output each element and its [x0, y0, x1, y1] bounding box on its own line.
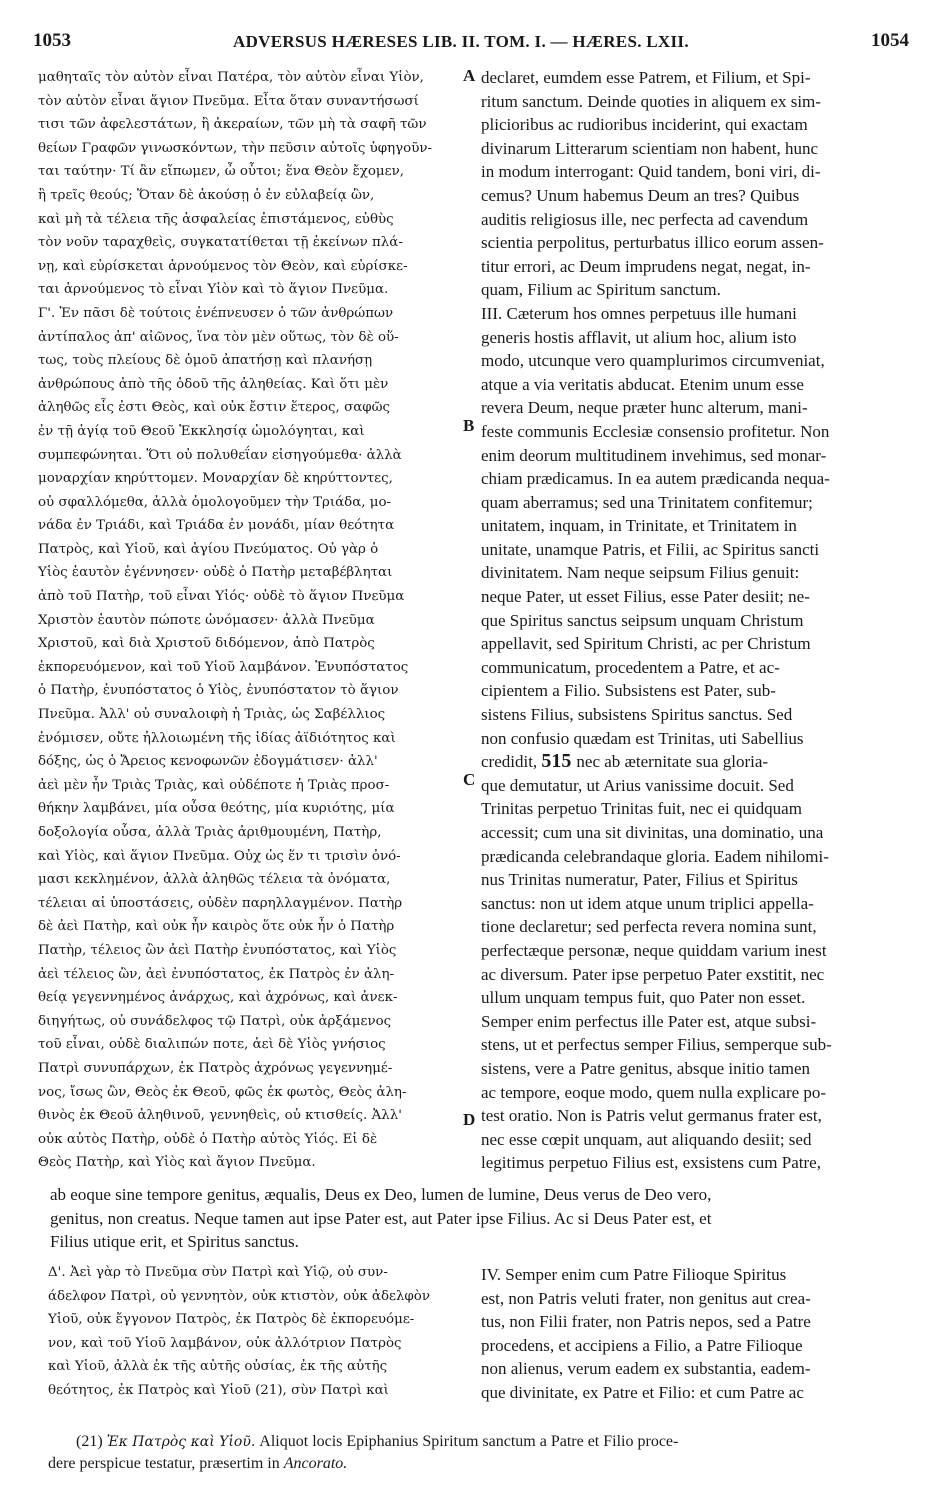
text-line: unitatem, inquam, in Trinitate, et Trinitatem in	[481, 516, 797, 536]
margin-letter-d: D	[463, 1110, 476, 1129]
text-line: Χριστὸν ἑαυτὸν πώποτε ὠνόμασεν· ἀλλὰ Πνεῦμα	[38, 612, 375, 628]
text-line: θήκην λαμβάνει, μία οὖσα θεότης, μία κυριότης, μία	[38, 801, 395, 817]
text-line: άδελφον Πατρὶ, οὐ γεννητὸν, οὐκ κτιστὸν, οὐκ ἀδελφὸν	[48, 1288, 431, 1304]
text-line: τὸν αὐτὸν εἶναι ἅγιον Πνεῦμα. Εἶτα ὅταν συναντήσωσί	[38, 93, 419, 109]
text-line: appellavit, sed Spiritum Christi, ac per Christum	[481, 634, 811, 654]
text-line: feste communis Ecclesiæ consensio profitetur. Non	[481, 421, 830, 441]
text-line: nec esse cœpit unquam, aut aliquando desiit; sed	[481, 1129, 812, 1149]
text-line: νῃ, καὶ εὑρίσκεται ἀρνούμενος τὸν Θεὸν, καὶ εὑρίσκε-	[38, 258, 408, 274]
text-line: μοναρχίαν κηρύττομεν. Μοναρχίαν δὲ κηρύττοντες,	[38, 471, 393, 487]
text-line: καὶ Υἱοῦ, ἀλλὰ ἐκ τῆς αὐτῆς οὐσίας, ἐκ τῆς αὐτῆς	[48, 1359, 388, 1375]
text-line: chiam prædicamus. In ea autem prædicanda nequa-	[481, 469, 830, 489]
text-line: in modum interrogant: Quid tandem, boni viri, di-	[481, 162, 821, 182]
text-line: ἀνθρώπους ἀπὸ τῆς ὁδοῦ τῆς ἀληθείας. Καὶ ὅτι μὲν	[38, 376, 389, 392]
text-line: cipientem a Filio. Subsistens est Pater, sub-	[481, 681, 776, 701]
text-line: ἐν τῇ ἁγίᾳ τοῦ Θεοῦ Ἐκκλησίᾳ ὡμολόγηται, καὶ	[38, 423, 365, 439]
text-line: tione declaretur; sed perfecta revera nomina sunt,	[481, 917, 817, 937]
text-line: plicioribus ac rudioribus inciderint, qui exactam	[481, 115, 808, 135]
text-line: ἢ τρεῖς θεούς; Ὅταν δὲ ἀκούσῃ ὁ ἐν εὐλαβείᾳ ὢν,	[38, 187, 375, 203]
text-line: τοῦ εἶναι, οὐδὲ διαλιπών ποτε, ἀεὶ δὲ Υἱὸς γνήσιος	[38, 1037, 386, 1053]
text-line: θεότητος, ἐκ Πατρὸς καὶ Υἱοῦ (21), σὺν Πατρὶ καὶ	[48, 1382, 389, 1398]
text-line: que Spiritus sanctus seipsum unquam Christum	[481, 610, 804, 630]
text-line: nus Trinitas numeratur, Pater, Filius et Spiritus	[481, 870, 798, 890]
text-line: θείων Γραφῶν γινωσκόντων, τὴν πεῦσιν αὐτοῖς ὑφηγοῦν-	[38, 140, 433, 156]
text-line: Θεὸς Πατὴρ, καὶ Υἱὸς καὶ ἅγιον Πνεῦμα.	[38, 1155, 316, 1171]
footnote-line-2	[48, 1453, 908, 1474]
text-line: quam, Filium ac Spiritum sanctum.	[481, 280, 721, 300]
margin-letter-c: C	[463, 770, 476, 789]
footnote	[48, 1431, 908, 1474]
text-line: modo, utcunque vero quamplurimos circumveniat,	[481, 351, 825, 371]
text-line: τισι τῶν ἀφελεστάτων, ἢ ἀκεραίων, τῶν μὴ τὰ σαφῆ τῶν	[38, 117, 427, 133]
text-line: Semper enim perfectus ille Pater est, atque subsi-	[481, 1011, 817, 1031]
text-line: que divinitate, ex Patre et Filio: et cum Patre ac	[481, 1382, 804, 1402]
footnote-text-2: dere perspicue testatur, præsertim in	[48, 1455, 280, 1472]
text-line: Χριστοῦ, καὶ διὰ Χριστοῦ διδόμενον, ἀπὸ Πατρὸς	[38, 636, 375, 652]
text-line: non confusio quædam est Trinitas, uti Sabellius	[481, 728, 804, 748]
text-line: θινὸς ἐκ Θεοῦ ἀληθινοῦ, γεννηθεὶς, οὐ κτισθείς. Ἀλλ'	[38, 1108, 402, 1124]
text-line: Πατρὸς, καὶ Υἱοῦ, καὶ ἁγίου Πνεύματος. Οὐ γὰρ ὁ	[38, 541, 379, 557]
text-line: unitate, unamque Patris, et Filii, ac Spiritus sancti	[481, 539, 820, 559]
text-line: ἐνόμισεν, οὔτε ἠλλοιωμένη τῆς ἰδίας ἀϊδιότητος καὶ	[38, 730, 396, 746]
text-line: ritum sanctum. Deinde quoties in aliquem ex sim-	[481, 91, 821, 111]
text-line: generis hostis afflavit, ut alium hoc, alium isto	[481, 327, 797, 347]
text-line: genitus, non creatus. Neque tamen aut ipse Pater est, aut Pater ipse Filius. Ac si Deus Pater est, et	[50, 1208, 712, 1228]
footnote-source: Ancorato.	[283, 1455, 348, 1472]
text-line: ac diversum. Pater ipse perpetuo Pater exstitit, nec	[481, 964, 825, 984]
text-line: Υἱὸς ἑαυτὸν ἐγέννησεν· οὐδὲ ὁ Πατὴρ μεταβέβληται	[38, 565, 393, 581]
text-line: καὶ μὴ τὰ τέλεια τῆς ἀσφαλείας ἐπιστάμενος, εὐθὺς	[38, 211, 394, 227]
latin-column-bottom	[481, 1263, 901, 1405]
text-line: communicatum, procedentem a Patre, et ac-	[481, 657, 780, 677]
text-line: atque a via veritatis abducat. Etenim unum esse	[481, 374, 804, 394]
text-line: sistens Filius, subsistens Spiritus sanctus. Sed	[481, 705, 793, 725]
text-fragment: credidit,	[481, 752, 538, 772]
text-line: sanctus: non ut idem atque unum triplici appella-	[481, 893, 814, 913]
margin-letter-b: B	[463, 416, 475, 435]
text-line: non alienus, verum eadem ex substantia, eadem-	[481, 1359, 811, 1379]
text-line: ἀεὶ τέλειος ὢν, ἀεὶ ἐνυπόστατος, ἐκ Πατρὸς ἐν ἀλη-	[38, 966, 395, 982]
text-line: quam aberramus; sed una Trinitatem confitemur;	[481, 492, 813, 512]
text-line: divinitatem. Nam neque seipsum Filius genuit:	[481, 563, 800, 583]
text-line: scientia perpolitus, perturbatus illico eorum assen-	[481, 233, 824, 253]
text-line: tus, non Filii frater, non Patris nepos, sed a Patre	[481, 1312, 811, 1332]
text-line: stens, ut et perfectus semper Filius, semperque sub-	[481, 1035, 832, 1055]
text-line	[481, 750, 768, 774]
greek-column-bottom	[48, 1261, 473, 1403]
footnote-number: (21)	[76, 1433, 103, 1450]
text-line: ἀεὶ μὲν ἦν Τριὰς Τριὰς, καὶ οὐδέποτε ἡ Τριὰς προσ-	[38, 777, 390, 793]
text-line: divinarum Litterarum scientiam non habent, hunc	[481, 138, 819, 158]
text-line: Γ'. Ἐν πᾶσι δὲ τούτοις ἐνέπνευσεν ὁ τῶν ἀνθρώπων	[38, 305, 394, 321]
text-line: συμπεφώνηται. Ὅτι οὐ πολυθεΐαν εἰσηγούμεθα· ἀλλὰ	[38, 447, 402, 463]
text-line: accessit; cum una sit divinitas, una dominatio, una	[481, 823, 824, 842]
text-line: Πνεῦμα. Ἀλλ' οὐ συναλοιφὴ ἡ Τριὰς, ὡς Σαβέλλιος	[38, 707, 386, 723]
text-line: ἀντίπαλος ἀπ' αἰῶνος, ἵνα τὸν μὲν οὕτως, τὸν δὲ οὕ-	[38, 329, 399, 345]
text-line: μασι κεκλημένον, ἀλλὰ ἀληθῶς τέλεια τὰ ὀνόματα,	[38, 872, 391, 888]
text-line: ac tempore, eoque modo, quem nulla explicare po-	[481, 1082, 827, 1102]
full-width-paragraph	[50, 1183, 902, 1254]
text-line: test oratio. Non is Patris velut germanus frater est,	[481, 1106, 822, 1126]
text-line: τέλειαι αἱ ὑποστάσεις, οὐδὲν παρηλλαγμένον. Πατὴρ	[38, 895, 403, 911]
text-fragment: nec ab æternitate sua gloria-	[576, 752, 769, 772]
text-line: Πατρὶ συνυπάρχων, ἐκ Πατρὸς ἀχρόνως γεγεννημέ-	[38, 1060, 393, 1076]
text-line: Πατὴρ, τέλειος ὢν ἀεὶ Πατὴρ ἐνυπόστατος, καὶ Υἱὸς	[38, 942, 397, 958]
text-line: que demutatur, ut Arius vanissime docuit. Sed	[481, 775, 794, 795]
page-header	[33, 30, 909, 60]
text-line: neque Pater, ut esset Filius, esse Pater desiit; ne-	[481, 587, 810, 607]
text-line: μαθηταῖς τὸν αὐτὸν εἶναι Πατέρα, τὸν αὐτὸν εἶναι Υἱὸν,	[38, 70, 424, 85]
text-line: auditis religiosus ille, nec perfecta ad cavendum	[481, 209, 809, 229]
text-line: enim deorum multitudinem invehimus, sed monar-	[481, 445, 827, 465]
text-line: ὁ Πατὴρ, ἐνυπόστατος ὁ Υἱὸς, ἐνυπόστατον τὸ ἅγιον	[38, 683, 399, 699]
text-line: ullum unquam tempus fuit, quo Pater non esset.	[481, 988, 806, 1008]
running-title: ADVERSUS HÆRESES LIB. II. TOM. I. — HÆRES. LXII.	[233, 32, 689, 51]
text-line: ἀληθῶς εἷς ἐστι Θεὸς, καὶ οὐκ ἔστιν ἕτερος, σαφῶς	[38, 400, 391, 416]
text-line: οὐκ αὐτὸς Πατὴρ, οὐδὲ ὁ Πατὴρ αὐτὸς Υἱός. Εἰ δὲ	[38, 1131, 378, 1147]
text-line: ἀπὸ τοῦ Πατὴρ, τοῦ εἶναι Υἱός· οὐδὲ τὸ ἅγιον Πνεῦμα	[38, 589, 405, 605]
text-line: legitimus perpetuo Filius est, exsistens cum Patre,	[481, 1153, 821, 1173]
text-line: Filius utique erit, et Spiritus sanctus.	[50, 1232, 299, 1251]
text-line: sistens, vere a Patre genitus, absque initio tamen	[481, 1058, 811, 1078]
text-line: δοξολογία οὖσα, ἀλλὰ Τριὰς ἀριθμουμένη, Πατὴρ,	[38, 825, 382, 840]
footnote-line-1	[48, 1431, 908, 1453]
text-line: III. Cæterum hos omnes perpetuus ille humani	[481, 303, 797, 323]
text-line: prædicanda celebrandaque gloria. Eadem nihilomi-	[481, 846, 829, 866]
text-line: ται ἀρνούμενος τὸ εἶναι Υἱὸν καὶ τὸ ἅγιον Πνεῦμα.	[38, 282, 389, 298]
edition-page-number: 515	[541, 750, 577, 773]
text-line: IV. Semper enim cum Patre Filioque Spiritus	[481, 1265, 787, 1284]
text-line: διηγήτως, οὐ συνάδελφος τῷ Πατρὶ, οὐκ ἀρξάμενος	[38, 1013, 392, 1029]
text-line: ab eoque sine tempore genitus, æqualis, Deus ex Deo, lumen de lumine, Deus verus de Deo vero,	[50, 1185, 712, 1204]
text-line: νον, καὶ τοῦ Υἱοῦ λαμβάνον, οὐκ ἀλλότριον Πατρὸς	[48, 1335, 402, 1351]
text-line: δόξης, ὡς ὁ Ἄρειος κενοφωνῶν ἐδογμάτισεν· ἀλλ'	[38, 754, 378, 770]
text-line: ται ταύτην· Τί ἂν εἴπωμεν, ὦ οὗτοι; ἕνα Θεὸν ἔχομεν,	[38, 164, 404, 180]
text-line: procedens, et accipiens a Filio, a Patre Filioque	[481, 1335, 803, 1355]
footnote-text-1: Aliquot locis Epiphanius Spiritum sanctum a Patre et Filio proce-	[259, 1433, 679, 1450]
text-line: νάδα ἐν Τριάδι, καὶ Τριάδα ἐν μονάδι, μίαν θεότητα	[38, 518, 395, 534]
text-line: est, non Patris veluti frater, non genitus aut crea-	[481, 1288, 811, 1308]
latin-column-top	[481, 66, 901, 1175]
text-line: ἐκπορευόμενον, καὶ τοῦ Υἱοῦ λαμβάνον. Ἐνυπόστατος	[38, 659, 409, 675]
text-line: titur errori, ac Deum imprudens negat, negat, in-	[481, 256, 811, 276]
text-line: δὲ ἀεὶ Πατὴρ, καὶ οὐκ ἦν καιρὸς ὅτε οὐκ ἦν ὁ Πατὴρ	[38, 919, 395, 935]
text-line: Δ'. Ἀεὶ γὰρ τὸ Πνεῦμα σὺν Πατρὶ καὶ Υἱῷ, οὐ συν-	[48, 1265, 388, 1280]
text-line: θείᾳ γεγεννημένος ἀνάρχως, καὶ ἀχρόνως, καὶ ἀνεκ-	[38, 990, 398, 1006]
text-line: τὸν νοῦν ταραχθεὶς, συγκατατίθεται τῇ ἐκείνων πλά-	[38, 235, 403, 251]
text-line: cemus? Unum habemus Deum an tres? Quibus	[481, 185, 800, 205]
text-line: νος, ἴσως ὢν, Θεὸς ἐκ Θεοῦ, φῶς ἐκ φωτὸς, Θεὸς ἀλη-	[38, 1084, 407, 1100]
page-number-left: 1053	[33, 30, 71, 51]
text-line: Trinitas perpetuo Trinitas fuit, nec ei quidquam	[481, 799, 802, 819]
text-line: οὐ σφαλλόμεθα, ἀλλὰ ὁμολογοῦμεν τὴν Τριάδα, μο-	[38, 494, 392, 510]
margin-letter-a: A	[463, 66, 476, 85]
text-line: Υἱοῦ, οὐκ ἔγγονον Πατρὸς, ἐκ Πατρὸς δὲ ἐκπορευόμε-	[48, 1312, 415, 1328]
text-line: declaret, eumdem esse Patrem, et Filium, et Spi-	[481, 68, 811, 87]
text-line: τως, τοὺς πλείους δὲ ὁμοῦ ἀπατήσῃ καὶ πλανήσῃ	[38, 353, 373, 369]
text-line: revera Deum, neque præter hunc alterum, mani-	[481, 398, 808, 418]
text-line: καὶ Υἱὸς, καὶ ἅγιον Πνεῦμα. Οὐχ ὡς ἕν τι τρισὶν ὀνό-	[38, 848, 401, 864]
page-number-right: 1054	[871, 30, 909, 51]
text-line: perfectæque personæ, neque quiddam varium inest	[481, 940, 827, 960]
greek-column-top	[38, 66, 463, 1175]
footnote-greek: Ἐκ Πατρὸς καὶ Υἱοῦ.	[106, 1434, 256, 1450]
